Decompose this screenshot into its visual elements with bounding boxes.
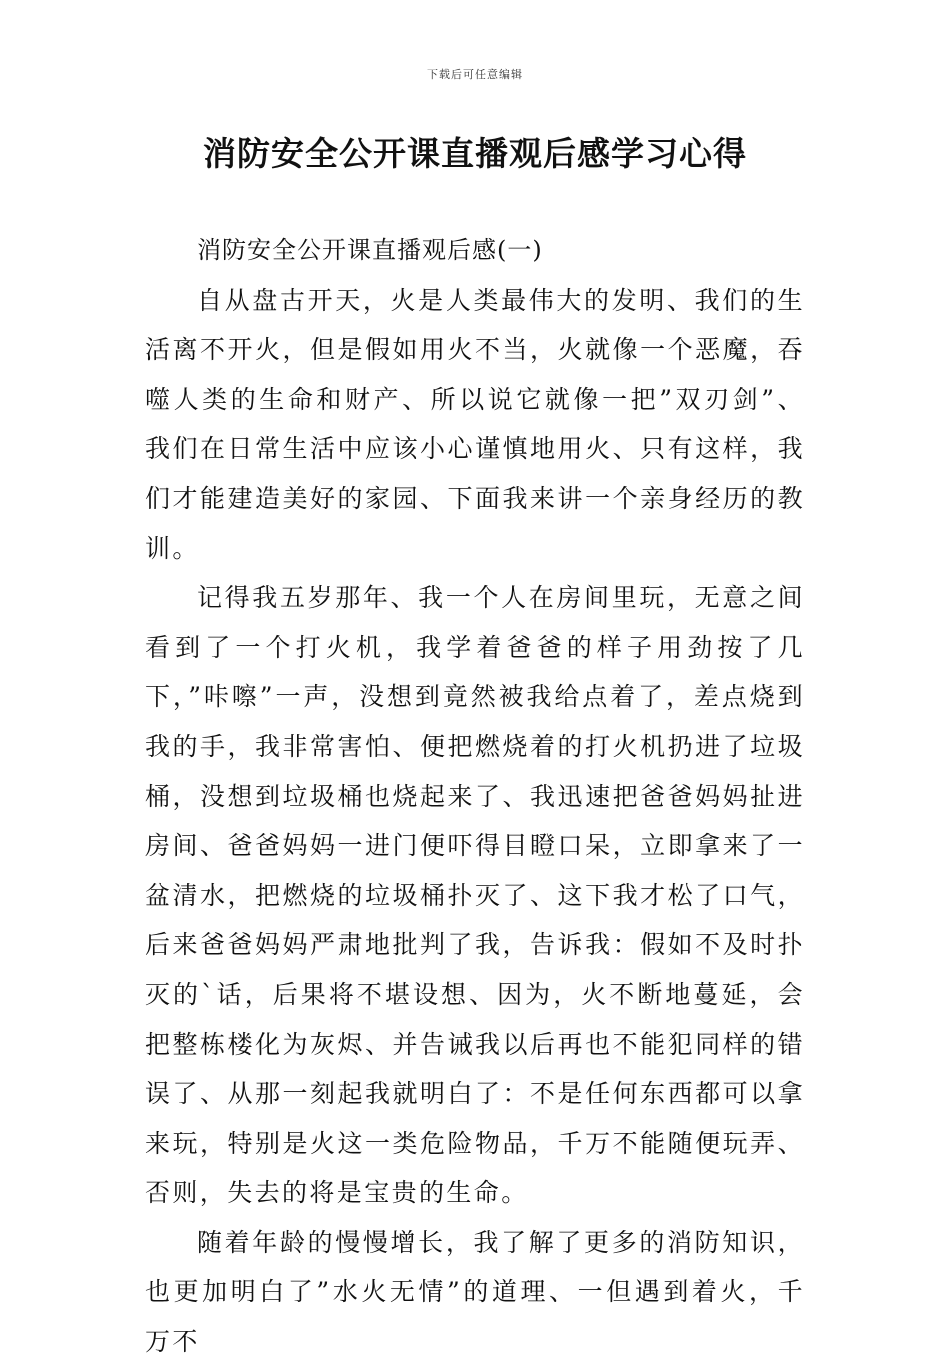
header-note: 下载后可任意编辑 <box>427 68 523 81</box>
paragraph-1: 自从盘古开天，火是人类最伟大的发明、我们的生活离不开火，但是假如用火不当，火就像一个恶魔，吞噬人类的生命和财产、所以说它就像一把”双刃剑”、我们在日常生活中应该小心谨慎地用火、只有这样，我们才能建造美好的家园、下面我来讲一个亲身经历的教训。 <box>145 285 805 563</box>
section-subtitle: 消防安全公开课直播观后感(一) <box>197 236 543 264</box>
paragraph-2: 记得我五岁那年、我一个人在房间里玩，无意之间看到了一个打火机，我学着爸爸的样子用劲按了几下，”咔嚓”一声，没想到竟然被我给点着了，差点烧到我的手，我非常害怕、便把燃烧着的打火机扔进了垃圾桶，没想到垃圾桶也烧起来了、我迅速把爸爸妈妈扯进房间、爸爸妈妈一进门便吓得目瞪口呆，立即拿来了一盆清水，把燃烧的垃圾桶扑灭了、这下我才松了口气，后来爸爸妈妈严肃地批判了我，告诉我：假如不及时扑灭的`话，后果将不堪设想、因为，火不断地蔓延，会把整栋楼化为灰烬、并告诫我以后再也不能犯同样的错误了、从那一刻起我就明白了：不是任何东西都可以拿来玩，特别是火这一类危险物品，千万不能随便玩弄、否则，失去的将是宝贵的生命。 <box>145 583 805 1208</box>
page-title: 消防安全公开课直播观后感学习心得 <box>203 134 747 173</box>
paragraph-3: 随着年龄的慢慢增长，我了解了更多的消防知识，也更加明白了”水火无情”的道理、一但遇到着火，千万不 <box>145 1227 805 1357</box>
document-body <box>145 226 805 1367</box>
